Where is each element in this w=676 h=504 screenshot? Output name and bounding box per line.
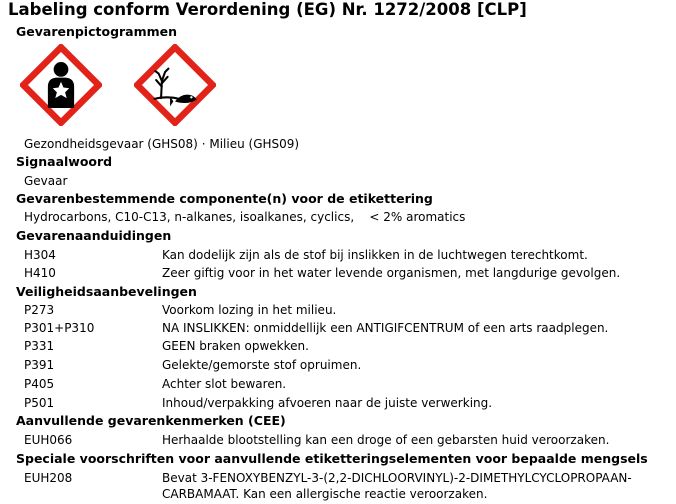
special-text-line2: CARBAMAAT. Kan een allergische reactie veroorzaken.	[162, 487, 488, 501]
pictograms-heading: Gevarenpictogrammen	[16, 24, 178, 39]
precautionary-text: NA INSLIKKEN: onmiddellijk een ANTIGIFCENTRUM of een arts raadplegen.	[162, 321, 609, 335]
precautionary-text: GEEN braken opwekken.	[162, 339, 309, 353]
precautionary-text: Inhoud/verpakking afvoeren naar de juiste verwerking.	[162, 396, 493, 410]
precautionary-code: P273	[24, 303, 55, 317]
environment-icon	[134, 44, 216, 126]
precautionary-text: Voorkom lozing in het milieu.	[162, 303, 337, 317]
precautionary-code: P501	[24, 396, 55, 410]
pictogram-caption-environment: Milieu (GHS09)	[209, 137, 300, 151]
precautionary-text: Gelekte/gemorste stof opruimen.	[162, 358, 362, 372]
pictogram-caption-health: Gezondheidsgevaar (GHS08)	[24, 137, 198, 151]
special-heading: Speciale voorschriften voor aanvullende etiketteringselementen voor bepaalde mengsels	[16, 451, 648, 466]
supplemental-code: EUH066	[24, 433, 73, 447]
precautionary-code: P331	[24, 339, 55, 353]
pictogram-caption-separator: ·	[201, 137, 206, 151]
hazard-code: H410	[24, 266, 56, 280]
hazard-text: Kan dodelijk zijn als de stof bij inslikken in de luchtwegen terechtkomt.	[162, 248, 588, 262]
precautionary-heading: Veiligheidsaanbevelingen	[16, 284, 197, 299]
signal-word-value: Gevaar	[24, 174, 68, 188]
precautionary-code: P391	[24, 358, 55, 372]
supplemental-text: Herhaalde blootstelling kan een droge of een gebarsten huid veroorzaken.	[162, 433, 610, 447]
hazard-statements-heading: Gevarenaanduidingen	[16, 228, 172, 243]
components-value: Hydrocarbons, C10-C13, n-alkanes, isoalkanes, cyclics, < 2% aromatics	[24, 210, 466, 224]
hazard-text: Zeer giftig voor in het water levende organismen, met langdurige gevolgen.	[162, 266, 621, 280]
page-title: Labeling conform Verordening (EG) Nr. 1272/2008 [CLP]	[8, 0, 527, 19]
precautionary-text: Achter slot bewaren.	[162, 377, 287, 391]
hazard-code: H304	[24, 248, 56, 262]
pictogram-caption	[24, 137, 299, 151]
signal-word-heading: Signaalwoord	[16, 154, 113, 169]
precautionary-code: P405	[24, 377, 55, 391]
precautionary-code: P301+P310	[24, 321, 95, 335]
health-hazard-icon	[20, 44, 102, 126]
special-text-line1: Bevat 3-FENOXYBENZYL-3-(2,2-DICHLOORVINYL)-2-DIMETHYLCYCLOPROPAAN-	[162, 471, 632, 485]
supplemental-heading: Aanvullende gevarenkenmerken (CEE)	[16, 413, 286, 428]
components-heading: Gevarenbestemmende componente(n) voor de etikettering	[16, 191, 433, 206]
special-code: EUH208	[24, 471, 73, 485]
